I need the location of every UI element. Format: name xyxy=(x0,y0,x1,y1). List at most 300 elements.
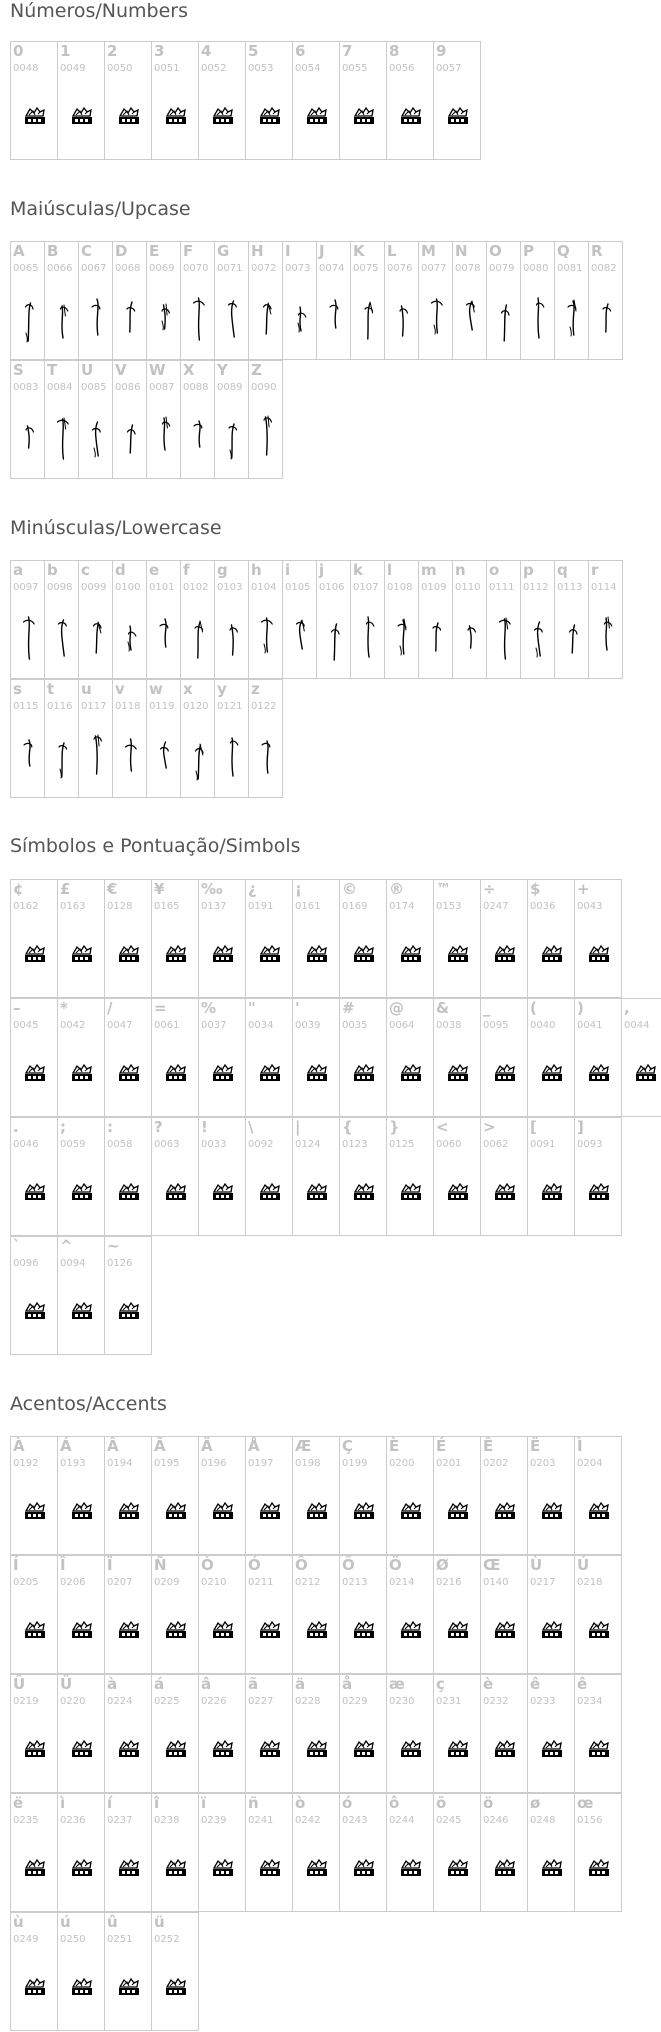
glyph-cell xyxy=(180,560,215,679)
glyph-character: C xyxy=(81,242,93,260)
glyph-character: 2 xyxy=(107,42,118,60)
glyph-cell xyxy=(104,1793,152,1912)
glyph-character: à xyxy=(107,1675,118,1693)
glyph-character: i xyxy=(285,561,291,579)
glyph-character: Ô xyxy=(295,1556,308,1574)
glyph-code: 0082 xyxy=(591,263,617,274)
missing-glyph-icon xyxy=(211,1740,235,1758)
glyph-character: Ä xyxy=(201,1437,213,1455)
glyph-cell xyxy=(104,1436,152,1555)
script-glyph-icon xyxy=(89,732,105,782)
glyph-cell xyxy=(44,241,79,360)
missing-glyph-icon xyxy=(634,1064,658,1082)
glyph-cell xyxy=(339,1793,387,1912)
glyph-character: E xyxy=(149,242,160,260)
missing-glyph-icon xyxy=(352,107,376,125)
script-glyph-icon xyxy=(395,613,411,663)
glyph-cell xyxy=(44,679,79,798)
glyph-code: 0197 xyxy=(248,1458,274,1469)
missing-glyph-icon xyxy=(164,1740,188,1758)
glyph-character: Å xyxy=(248,1437,260,1455)
glyph-cell xyxy=(520,560,555,679)
glyph-character: ì xyxy=(60,1794,66,1812)
glyph-cell xyxy=(433,1436,481,1555)
glyph-code: 0193 xyxy=(60,1458,86,1469)
glyph-character: 9 xyxy=(436,42,447,60)
glyph-cell xyxy=(350,241,385,360)
glyph-cell xyxy=(151,998,199,1117)
missing-glyph-icon xyxy=(446,1502,470,1520)
missing-glyph-icon xyxy=(305,1502,329,1520)
glyph-code: 0046 xyxy=(13,1139,39,1150)
glyph-code: 0081 xyxy=(557,263,583,274)
glyph-character: G xyxy=(217,242,230,260)
missing-glyph-icon xyxy=(587,1859,611,1877)
glyph-code: 0200 xyxy=(389,1458,415,1469)
glyph-cell xyxy=(527,1555,575,1674)
glyph-character: I xyxy=(285,242,291,260)
glyph-character: ã xyxy=(248,1675,259,1693)
glyph-code: 0244 xyxy=(389,1815,415,1826)
glyph-cell xyxy=(433,879,481,998)
glyph-character: ê xyxy=(530,1675,541,1693)
glyph-code: 0038 xyxy=(436,1020,462,1031)
missing-glyph-icon xyxy=(305,1183,329,1201)
missing-glyph-icon xyxy=(399,945,423,963)
glyph-code: 0066 xyxy=(47,263,73,274)
script-glyph-icon xyxy=(55,413,71,463)
script-glyph-icon xyxy=(89,413,105,463)
glyph-cell xyxy=(151,1117,199,1236)
missing-glyph-icon xyxy=(70,107,94,125)
glyph-code: 0034 xyxy=(248,1020,274,1031)
glyph-code: 0214 xyxy=(389,1577,415,1588)
glyph-code: 0174 xyxy=(389,901,415,912)
glyph-code: 0207 xyxy=(107,1577,133,1588)
glyph-character: p xyxy=(523,561,534,579)
glyph-code: 0063 xyxy=(154,1139,180,1150)
script-glyph-icon xyxy=(429,294,445,344)
glyph-code: 0248 xyxy=(530,1815,556,1826)
glyph-code: 0194 xyxy=(107,1458,133,1469)
script-glyph-icon xyxy=(89,294,105,344)
glyph-character: l xyxy=(387,561,393,579)
glyph-code: 0067 xyxy=(81,263,107,274)
glyph-character: û xyxy=(107,1913,118,1931)
missing-glyph-icon xyxy=(305,1621,329,1639)
glyph-cell xyxy=(248,560,283,679)
glyph-character: P xyxy=(523,242,534,260)
glyph-cell xyxy=(248,241,283,360)
missing-glyph-icon xyxy=(211,1064,235,1082)
glyph-character: œ xyxy=(577,1794,594,1812)
missing-glyph-icon xyxy=(164,1978,188,1996)
glyph-code: 0230 xyxy=(389,1696,415,1707)
glyph-cell xyxy=(292,1436,340,1555)
glyph-character: Ì xyxy=(577,1437,583,1455)
glyph-code: 0092 xyxy=(248,1139,274,1150)
glyph-character: È xyxy=(389,1437,400,1455)
glyph-cell xyxy=(452,241,487,360)
script-glyph-icon xyxy=(463,613,479,663)
glyph-cell xyxy=(433,1555,481,1674)
missing-glyph-icon xyxy=(258,1502,282,1520)
missing-glyph-icon xyxy=(211,1859,235,1877)
glyph-character: Ï xyxy=(107,1556,113,1574)
glyph-code: 0064 xyxy=(389,1020,415,1031)
glyph-code: 0051 xyxy=(154,63,180,74)
glyph-code: 0106 xyxy=(319,582,345,593)
glyph-cell xyxy=(10,1793,58,1912)
glyph-character: : xyxy=(107,1118,113,1136)
script-glyph-icon xyxy=(21,413,37,463)
glyph-cell xyxy=(292,1555,340,1674)
missing-glyph-icon xyxy=(587,1621,611,1639)
glyph-code: 0062 xyxy=(483,1139,509,1150)
glyph-cell xyxy=(57,1436,105,1555)
glyph-code: 0249 xyxy=(13,1934,39,1945)
glyph-cell xyxy=(57,998,105,1117)
missing-glyph-icon xyxy=(493,1740,517,1758)
glyph-code: 0035 xyxy=(342,1020,368,1031)
glyph-cell xyxy=(292,1793,340,1912)
glyph-character: v xyxy=(115,680,125,698)
script-glyph-icon xyxy=(123,294,139,344)
glyph-code: 0203 xyxy=(530,1458,556,1469)
script-glyph-icon xyxy=(225,413,241,463)
script-glyph-icon xyxy=(225,613,241,663)
glyph-cell xyxy=(198,998,246,1117)
missing-glyph-icon xyxy=(23,1740,47,1758)
missing-glyph-icon xyxy=(70,1502,94,1520)
missing-glyph-icon xyxy=(23,1502,47,1520)
glyph-cell xyxy=(57,1117,105,1236)
glyph-character: – xyxy=(13,999,21,1017)
glyph-code: 0101 xyxy=(149,582,175,593)
glyph-cell xyxy=(10,241,45,360)
script-glyph-icon xyxy=(191,413,207,463)
glyph-character: < xyxy=(436,1118,449,1136)
glyph-code: 0234 xyxy=(577,1696,603,1707)
missing-glyph-icon xyxy=(352,1064,376,1082)
script-glyph-icon xyxy=(21,613,37,663)
missing-glyph-icon xyxy=(258,1064,282,1082)
glyph-character: L xyxy=(387,242,397,260)
glyph-cell xyxy=(151,1912,199,2031)
glyph-character: ¿ xyxy=(248,880,257,898)
glyph-cell xyxy=(57,1555,105,1674)
glyph-character: 1 xyxy=(60,42,71,60)
missing-glyph-icon xyxy=(540,1740,564,1758)
glyph-cell xyxy=(384,241,419,360)
missing-glyph-icon xyxy=(70,945,94,963)
glyph-character: k xyxy=(353,561,363,579)
glyph-code: 0199 xyxy=(342,1458,368,1469)
glyph-code: 0204 xyxy=(577,1458,603,1469)
glyph-character: % xyxy=(201,999,217,1017)
glyph-character: Z xyxy=(251,361,262,379)
glyph-cell xyxy=(574,1117,622,1236)
glyph-character: r xyxy=(591,561,599,579)
script-glyph-icon xyxy=(191,732,207,782)
glyph-code: 0037 xyxy=(201,1020,227,1031)
missing-glyph-icon xyxy=(540,1064,564,1082)
glyph-code: 0084 xyxy=(47,382,73,393)
missing-glyph-icon xyxy=(117,1859,141,1877)
glyph-character: 4 xyxy=(201,42,212,60)
glyph-code: 0041 xyxy=(577,1020,603,1031)
script-glyph-icon xyxy=(259,613,275,663)
glyph-character: M xyxy=(421,242,436,260)
glyph-cell xyxy=(386,1117,434,1236)
glyph-character: Ù xyxy=(530,1556,543,1574)
glyph-character: _ xyxy=(483,999,491,1017)
glyph-character: æ xyxy=(389,1675,405,1693)
glyph-cell xyxy=(151,1555,199,1674)
glyph-cell xyxy=(10,41,58,160)
section-title-symbols: Símbolos e Pontuação/Simbols xyxy=(10,835,301,857)
glyph-cell xyxy=(214,241,249,360)
glyph-cell xyxy=(245,41,293,160)
glyph-code: 0040 xyxy=(530,1020,556,1031)
glyph-code: 0056 xyxy=(389,63,415,74)
glyph-cell xyxy=(10,998,58,1117)
glyph-code: 0091 xyxy=(530,1139,556,1150)
glyph-character: ø xyxy=(530,1794,541,1812)
glyph-character: ™ xyxy=(436,880,451,898)
missing-glyph-icon xyxy=(211,945,235,963)
glyph-cell xyxy=(480,879,528,998)
glyph-character: á xyxy=(154,1675,165,1693)
glyph-code: 0216 xyxy=(436,1577,462,1588)
glyph-code: 0231 xyxy=(436,1696,462,1707)
glyph-cell xyxy=(292,998,340,1117)
script-glyph-icon xyxy=(55,613,71,663)
glyph-code: 0073 xyxy=(285,263,311,274)
glyph-character: @ xyxy=(389,999,404,1017)
glyph-code: 0097 xyxy=(13,582,39,593)
glyph-character: Õ xyxy=(342,1556,355,1574)
glyph-cell xyxy=(245,1117,293,1236)
glyph-character: B xyxy=(47,242,59,260)
glyph-cell xyxy=(574,1793,622,1912)
glyph-character: Ã xyxy=(154,1437,166,1455)
glyph-character: } xyxy=(389,1118,400,1136)
glyph-character: Æ xyxy=(295,1437,312,1455)
glyph-cell xyxy=(527,879,575,998)
glyph-code: 0235 xyxy=(13,1815,39,1826)
glyph-cell xyxy=(574,1555,622,1674)
missing-glyph-icon xyxy=(70,1859,94,1877)
glyph-character: ú xyxy=(60,1913,71,1931)
glyph-code: 0098 xyxy=(47,582,73,593)
missing-glyph-icon xyxy=(117,1502,141,1520)
glyph-cell xyxy=(527,1793,575,1912)
glyph-character: O xyxy=(489,242,502,260)
glyph-code: 0077 xyxy=(421,263,447,274)
glyph-code: 0057 xyxy=(436,63,462,74)
glyph-cell xyxy=(386,879,434,998)
script-glyph-icon xyxy=(157,294,173,344)
glyph-cell xyxy=(316,560,351,679)
glyph-character: ô xyxy=(389,1794,400,1812)
missing-glyph-icon xyxy=(23,1302,47,1320)
glyph-cell xyxy=(527,1117,575,1236)
glyph-code: 0202 xyxy=(483,1458,509,1469)
glyph-cell xyxy=(78,360,113,479)
missing-glyph-icon xyxy=(258,945,282,963)
glyph-code: 0229 xyxy=(342,1696,368,1707)
glyph-code: 0251 xyxy=(107,1934,133,1945)
script-glyph-icon xyxy=(21,732,37,782)
glyph-character: í xyxy=(107,1794,113,1812)
glyph-code: 0044 xyxy=(624,1020,650,1031)
glyph-cell xyxy=(339,1117,387,1236)
glyph-cell xyxy=(104,41,152,160)
glyph-code: 0120 xyxy=(183,701,209,712)
glyph-code: 0224 xyxy=(107,1696,133,1707)
glyph-cell xyxy=(292,41,340,160)
glyph-code: 0205 xyxy=(13,1577,39,1588)
missing-glyph-icon xyxy=(305,1859,329,1877)
glyph-cell xyxy=(198,1674,246,1793)
glyph-character: £ xyxy=(60,880,71,898)
glyph-cell xyxy=(57,1912,105,2031)
glyph-cell xyxy=(339,998,387,1117)
script-glyph-icon xyxy=(225,732,241,782)
glyph-code: 0053 xyxy=(248,63,274,74)
glyph-cell xyxy=(433,41,481,160)
glyph-cell xyxy=(316,241,351,360)
glyph-character: K xyxy=(353,242,365,260)
glyph-code: 0094 xyxy=(60,1258,86,1269)
glyph-character: ® xyxy=(389,880,404,898)
glyph-cell xyxy=(57,879,105,998)
glyph-code: 0089 xyxy=(217,382,243,393)
glyph-character: H xyxy=(251,242,264,260)
missing-glyph-icon xyxy=(23,1621,47,1639)
glyph-character: T xyxy=(47,361,58,379)
glyph-code: 0113 xyxy=(557,582,583,593)
glyph-character: ? xyxy=(154,1118,163,1136)
script-glyph-icon xyxy=(599,613,615,663)
glyph-character: V xyxy=(115,361,127,379)
missing-glyph-icon xyxy=(70,1064,94,1082)
glyph-code: 0192 xyxy=(13,1458,39,1469)
glyph-cell xyxy=(433,1793,481,1912)
glyph-character: X xyxy=(183,361,195,379)
glyph-cell xyxy=(433,1674,481,1793)
glyph-cell xyxy=(386,1674,434,1793)
missing-glyph-icon xyxy=(70,1978,94,1996)
glyph-code: 0043 xyxy=(577,901,603,912)
missing-glyph-icon xyxy=(70,1183,94,1201)
glyph-character: \ xyxy=(248,1118,254,1136)
section-title-upcase: Maiúsculas/Upcase xyxy=(10,198,191,220)
script-glyph-icon xyxy=(361,613,377,663)
glyph-cell xyxy=(248,679,283,798)
missing-glyph-icon xyxy=(23,1859,47,1877)
glyph-cell xyxy=(151,1674,199,1793)
glyph-character: 6 xyxy=(295,42,306,60)
glyph-code: 0075 xyxy=(353,263,379,274)
glyph-code: 0220 xyxy=(60,1696,86,1707)
glyph-code: 0232 xyxy=(483,1696,509,1707)
glyph-cell xyxy=(104,1674,152,1793)
glyph-character: î xyxy=(154,1794,160,1812)
glyph-code: 0217 xyxy=(530,1577,556,1588)
glyph-cell xyxy=(339,1555,387,1674)
missing-glyph-icon xyxy=(540,945,564,963)
glyph-character: t xyxy=(47,680,55,698)
glyph-cell xyxy=(418,241,453,360)
glyph-character: Ú xyxy=(577,1556,590,1574)
glyph-character: q xyxy=(557,561,568,579)
missing-glyph-icon xyxy=(493,1183,517,1201)
glyph-character: Û xyxy=(13,1675,26,1693)
glyph-code: 0125 xyxy=(389,1139,415,1150)
glyph-cell xyxy=(339,1436,387,1555)
glyph-cell xyxy=(198,1117,246,1236)
missing-glyph-icon xyxy=(23,945,47,963)
glyph-code: 0111 xyxy=(489,582,515,593)
missing-glyph-icon xyxy=(352,1621,376,1639)
glyph-character: õ xyxy=(436,1794,447,1812)
script-glyph-icon xyxy=(21,294,37,344)
missing-glyph-icon xyxy=(540,1859,564,1877)
glyph-cell xyxy=(104,1912,152,2031)
glyph-code: 0241 xyxy=(248,1815,274,1826)
section-title-lowercase: Minúsculas/Lowercase xyxy=(10,517,222,539)
missing-glyph-icon xyxy=(352,1740,376,1758)
glyph-code: 0245 xyxy=(436,1815,462,1826)
glyph-character: Ñ xyxy=(154,1556,167,1574)
glyph-cell xyxy=(292,1117,340,1236)
glyph-character: / xyxy=(107,999,113,1017)
script-glyph-icon xyxy=(225,294,241,344)
glyph-character: = xyxy=(154,999,167,1017)
glyph-cell xyxy=(588,560,623,679)
glyph-character: z xyxy=(251,680,260,698)
glyph-code: 0124 xyxy=(295,1139,321,1150)
glyph-character: ¡ xyxy=(295,880,302,898)
glyph-cell xyxy=(10,1674,58,1793)
glyph-character: Ê xyxy=(483,1437,494,1455)
missing-glyph-icon xyxy=(399,1183,423,1201)
glyph-code: 0036 xyxy=(530,901,556,912)
glyph-cell xyxy=(386,1436,434,1555)
glyph-code: 0065 xyxy=(13,263,39,274)
glyph-character: $ xyxy=(530,880,541,898)
script-glyph-icon xyxy=(123,413,139,463)
glyph-code: 0118 xyxy=(115,701,141,712)
glyph-character: u xyxy=(81,680,92,698)
glyph-cell xyxy=(480,1117,528,1236)
glyph-cell xyxy=(10,1555,58,1674)
glyph-cell xyxy=(214,560,249,679)
glyph-cell xyxy=(112,560,147,679)
glyph-cell xyxy=(282,241,317,360)
glyph-code: 0163 xyxy=(60,901,86,912)
glyph-character: a xyxy=(13,561,24,579)
glyph-character: f xyxy=(183,561,190,579)
glyph-character: 7 xyxy=(342,42,353,60)
missing-glyph-icon xyxy=(587,1502,611,1520)
glyph-code: 0045 xyxy=(13,1020,39,1031)
glyph-character: Œ xyxy=(483,1556,501,1574)
missing-glyph-icon xyxy=(258,107,282,125)
glyph-code: 0076 xyxy=(387,263,413,274)
